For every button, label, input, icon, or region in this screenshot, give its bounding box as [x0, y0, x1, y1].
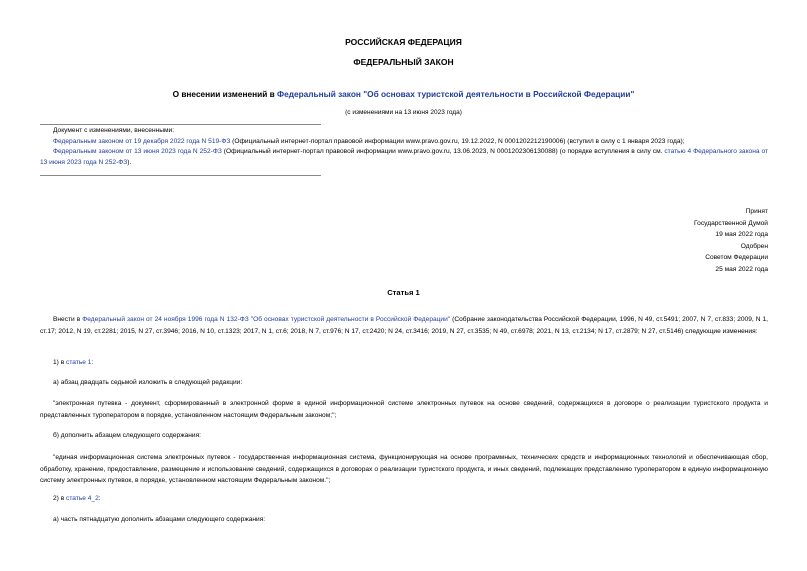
- p7-end: :: [98, 495, 101, 502]
- p2-prefix: 1) в: [53, 359, 67, 366]
- change-law-2-details: (Официальный интернет-портал правовой информации www.pravo.gov.ru, 13.06.2023, N 0001202306130088) (о порядке вступления в силу см.: [221, 148, 665, 155]
- adopted-label: Принят: [745, 208, 768, 215]
- article-1-link[interactable]: статье 1: [66, 359, 92, 366]
- change-law-1-link[interactable]: Федеральным законом от 19 декабря 2022 года N 519-ФЗ: [53, 137, 231, 145]
- approved-by: Советом Федерации: [705, 254, 768, 261]
- changes-block: [40, 126, 768, 168]
- title-law-link[interactable]: Федеральный закон "Об основах туристской деятельности в Российской Федерации": [277, 89, 635, 99]
- p7-prefix: 2) в: [53, 495, 67, 502]
- approved-label: Одобрен: [740, 242, 768, 250]
- article-paragraph-4: "электронная путевка - документ, сформированный в электронной форме в единой информационной системе электронных путевок на основе сведений, содержащихся в договоре о реализации туристского продукта и представленных туроператором в порядке, установленном настоящим Федеральным законом;";: [40, 400, 768, 419]
- changes-item-1: [40, 137, 768, 148]
- article-heading: Статья 1: [387, 288, 420, 297]
- document-title: [0, 89, 807, 99]
- article-4-2-link[interactable]: статье 4_2: [66, 495, 99, 502]
- law-type-heading: ФЕДЕРАЛЬНЫЙ ЗАКОН: [353, 57, 454, 67]
- change-law-2-end: ).: [127, 158, 132, 166]
- title-prefix: О внесении изменений в: [172, 89, 278, 99]
- change-law-1-details: (Официальный интернет-портал правовой информации www.pravo.gov.ru, 19.12.2022, N 0001202212190006) (вступил в силу с 1 января 2023 года);: [230, 137, 685, 145]
- adopted-by: Государственной Думой: [694, 219, 768, 227]
- article-paragraph-7: [40, 493, 768, 505]
- article-paragraph-3: а) абзац двадцать седьмой изложить в следующей редакции:: [53, 379, 243, 386]
- change-law-2-article-link[interactable]: статью 4 Федерального закона от 13 июня 2023 года N 252-ФЗ: [40, 148, 769, 166]
- adoption-block: [694, 206, 768, 275]
- p1-details: (Собрание законодательства Российской Федерации, 1996, N 49, ст.5491; 2007, N 7, ст.833; 2009, N 1, ст.17; 2012, N 19, ст.2281; 2015, N 27, ст.3946; 2016, N 10, ст.1323; 2017, N 1, ст.6; 2018, N 7, ст.976; N 17, ст.2420; N 24, ст.3416; 2019, N 27, ст.3535; N 49, ст.6978; 2021, N 13, ст.2134; N 17, ст.2879; N 27, ст.5146) следующие изменения:: [40, 316, 769, 335]
- article-paragraph-1: [40, 314, 768, 337]
- base-law-link[interactable]: Федеральный закон от 24 ноября 1996 года N 132-ФЗ "Об основах туристской деятельности в Российской Федерации": [82, 316, 451, 323]
- article-paragraph-8: а) часть пятнадцатую дополнить абзацами следующего содержания:: [53, 516, 266, 523]
- p1-prefix: Внести в: [53, 316, 83, 323]
- approved-date: 25 мая 2022 года: [715, 265, 768, 273]
- changes-top-rule: [40, 124, 321, 125]
- change-law-2-link[interactable]: Федеральным законом от 13 июня 2023 года N 252-ФЗ: [53, 148, 222, 155]
- article-paragraph-2: [40, 357, 768, 369]
- changes-item-2: [40, 147, 768, 168]
- article-paragraph-6: "единая информационная система электронных путевок - государственная информационная система, функционирующая на основе программных, технических средств и информационных технологий и обеспечивающая сбор, обработку, хранение, предоставление, размещение и использование сведений, содержащихся в договорах о реализации туристского продукта, и иных сведений, подлежащих представлению туроператором в единую информационную систему электронных путевок, в порядке, установленном настоящим Федеральным законом.";: [40, 454, 768, 484]
- adopted-date: 19 мая 2022 года: [715, 231, 768, 238]
- changes-bottom-rule: [40, 175, 321, 176]
- edition-note: (с изменениями на 13 июня 2023 года): [345, 109, 462, 116]
- changes-intro: Документ с изменениями, внесенными:: [53, 127, 175, 134]
- p2-end: :: [91, 359, 94, 366]
- article-paragraph-5: б) дополнить абзацем следующего содержания:: [53, 432, 202, 439]
- country-heading: РОССИЙСКАЯ ФЕДЕРАЦИЯ: [345, 37, 462, 47]
